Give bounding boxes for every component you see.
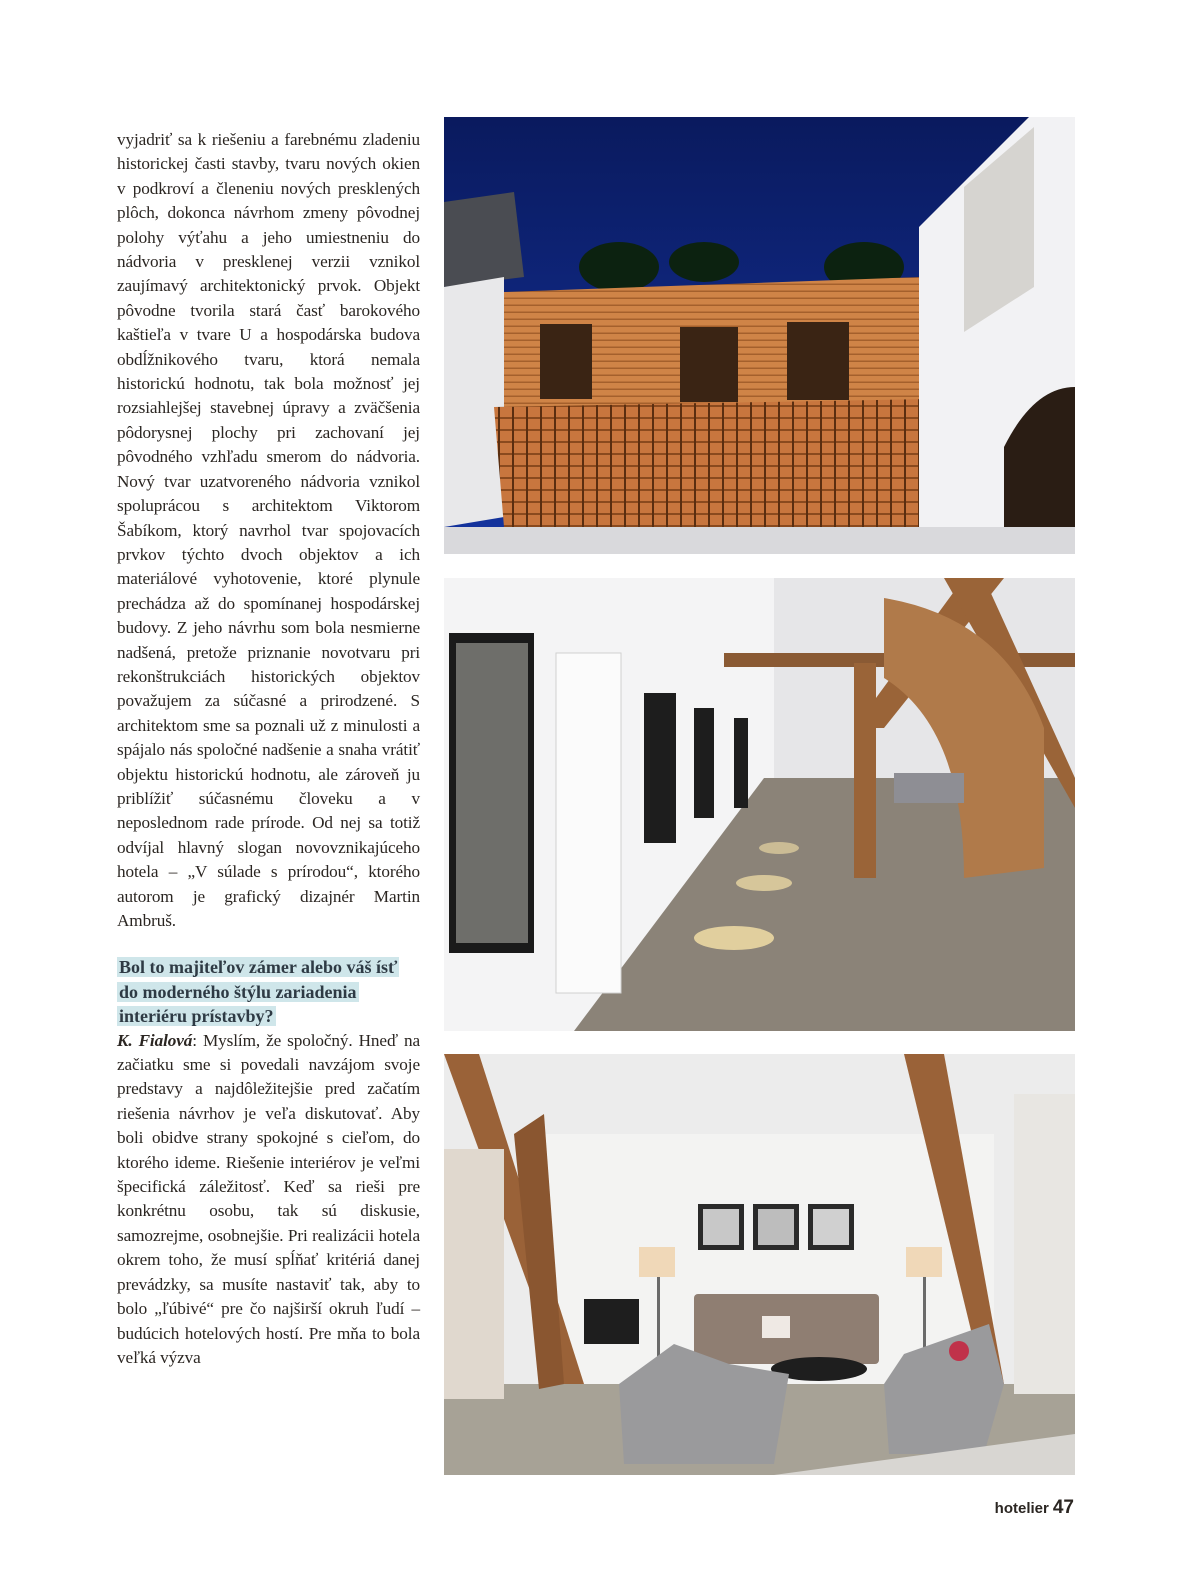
answer-text: : Myslím, že spoločný. Hneď na začiatku sme si povedali navzájom svoje predstavy a najdôležitejšie pred začatím riešenia návrhov je veľa diskutovať. Aby boli obidve strany spokojné s cieľom, do ktorého ideme. Riešenie interiérov je veľmi špecifická záležitosť. Keď sa rieši pre konkrétnu osobu, tak sú diskusie, samozrejme, osobnejšie. Pri realizácii hotela okrem toho, že musí spĺňať kritériá danej prevádzky, sa musíte nastaviť tak, aby to bolo „ľúbivé“ pre čo najširší okruh ľudí – budúcich hotelových hostí. Pre mňa to bola veľká výzva — [117, 1030, 420, 1367]
interview-answer — [117, 1029, 420, 1371]
page-number: 47 — [1052, 1497, 1074, 1518]
photo-hotel-room — [444, 1054, 1075, 1475]
article-text-column — [117, 128, 420, 1370]
question-text: Bol to majiteľov zámer alebo váš ísť do moderného štýlu zariadenia interiéru prístavby? — [119, 957, 398, 1027]
magazine-name: hotelier — [994, 1500, 1049, 1517]
article-paragraph: vyjadriť sa k riešeniu a farebnému zladeniu historickej časti stavby, tvaru nových okien v podkroví a členeniu nových presklených plôch, dokonca návrhom zmeny pôvodnej polohy výťahu a jeho umiestneniu do nádvoria v presklenej verzii vznikol zaujímavý architektonický prvok. Objekt pôvodne tvorila stará časť barokového kaštieľa v tvare U a hospodárska budova obdĺžnikového tvaru, ktorá nemala historickú hodnotu, tak bola možnosť jej rozsiahlejšej stavebnej úpravy a zväčšenia pôdorysnej plochy pri zachovaní jej pôvodného vzhľadu smerom do nádvoria. Nový tvar uzatvoreného nádvoria vznikol spoluprácou s architektom Viktorom Šabíkom, ktorý navrhol tvar spojovacích prvkov týchto dvoch objektov a ich materiálové vyhotovenie, ktoré plynule prechádza až do spomínanej hospodárskej budovy. Z jeho návrhu som bola nesmierne nadšená, pretože priznanie novotvaru pri rekonštrukciách historických objektov považujem za súčasné a prirodzené. S architektom sme sa poznali už z minulosti a spájalo nás spoločné nadšenie a snaha vrátiť objektu historickú hodnotu, ale zároveň ju priblížiť súčasnému človeku a v neposlednom rade prírode. Od nej sa totiž odvíjal hlavný slogan novovznikajúceho hotela – „V súlade s prírodou“, ktorého autorom je grafický dizajnér Martin Ambruš. — [117, 130, 420, 930]
page-footer — [995, 1497, 1074, 1519]
answer-speaker: K. Fialová — [117, 1030, 193, 1050]
interview-question — [117, 955, 420, 1028]
photo-hallway-interior — [444, 578, 1075, 1031]
photo-exterior-facade — [444, 117, 1075, 554]
